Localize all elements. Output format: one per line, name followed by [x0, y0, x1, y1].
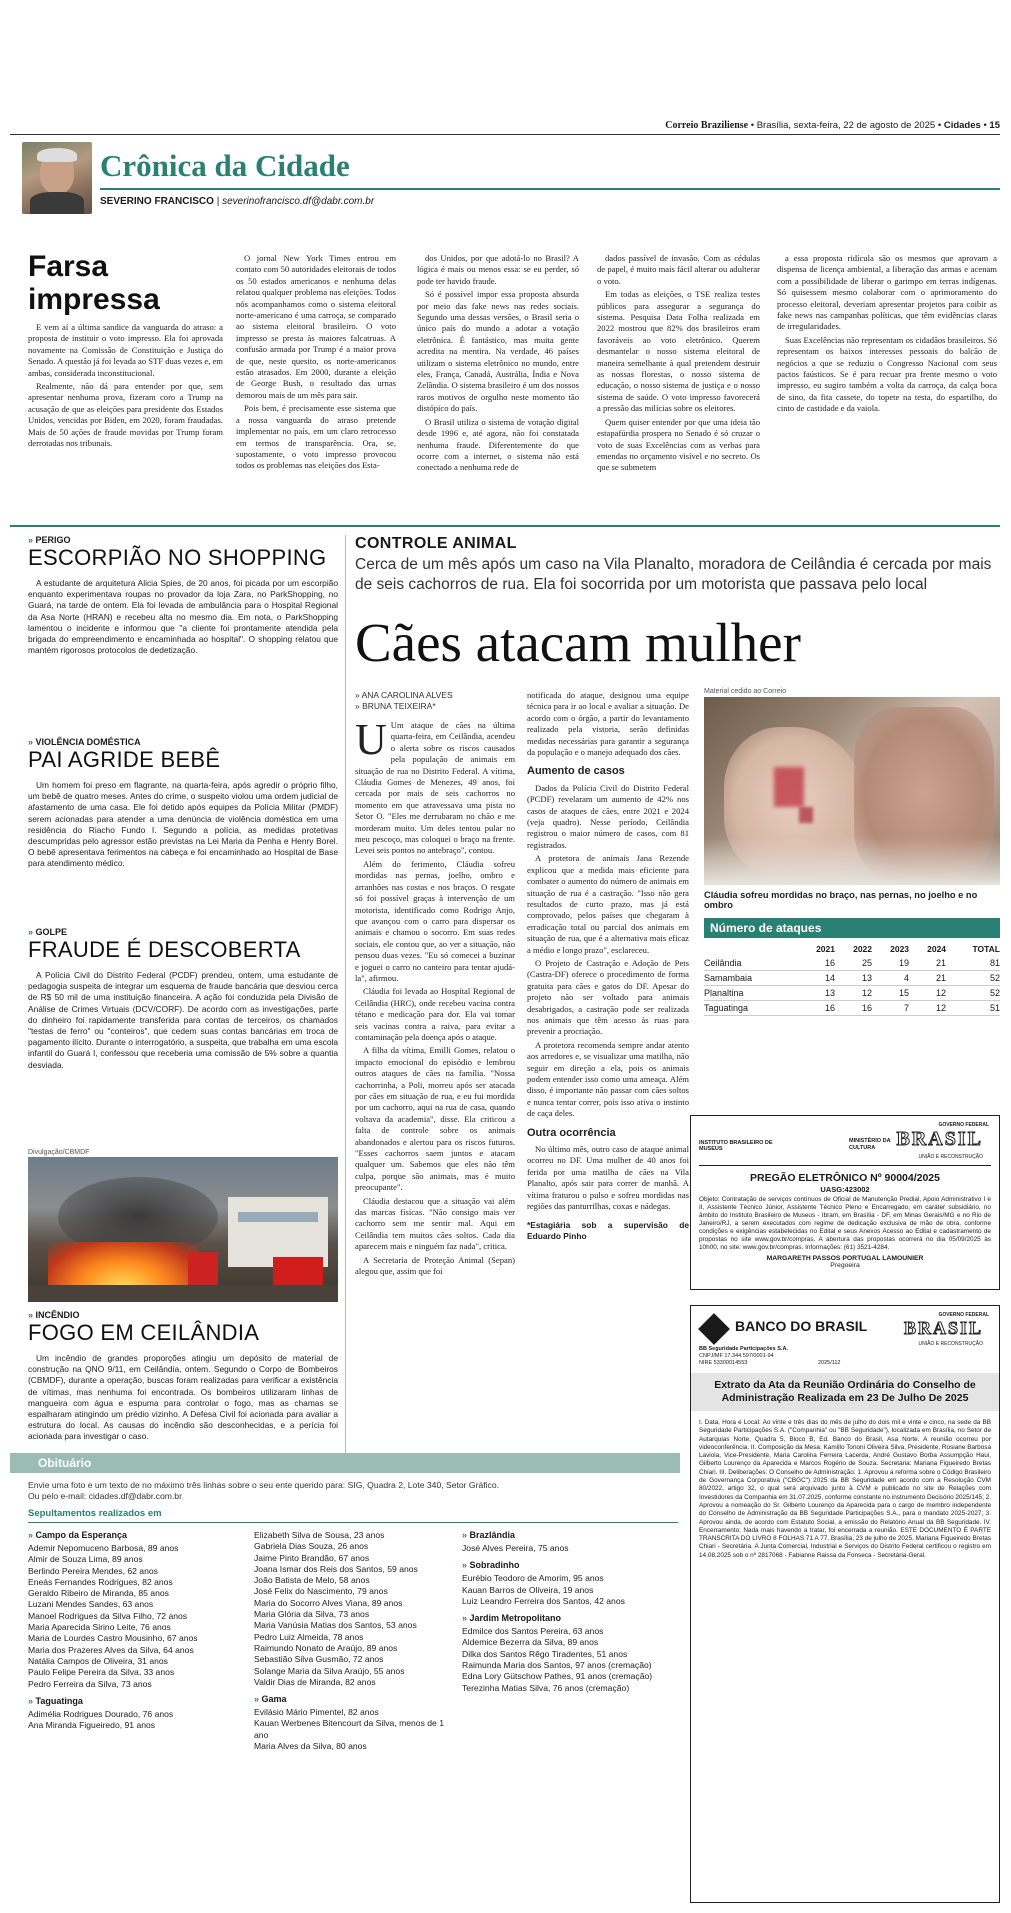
bank-name: BANCO DO BRASIL: [735, 1318, 868, 1334]
obituary-subhead: Sepultamentos realizados em: [28, 1508, 162, 1519]
table-cell: Taguatinga: [704, 1001, 798, 1016]
table-header-cell: 2021: [816, 944, 835, 954]
table-cell: 7: [872, 1001, 909, 1016]
subhead: Outra ocorrência: [527, 1126, 616, 1139]
obit-entry: Paulo Felipe Pereira da Silva, 33 anos: [28, 1667, 175, 1678]
page-number: 15: [989, 120, 1000, 131]
paragraph: Realmente, não dá para entender por que, sem apresentar nenhuma prova, fizeram coro a Trump na acusação de que as eleições para presidente dos Estados Unidos, vencidas por Biden, em 2020, foram fraudadas. Mais de 50 ações de fraude movidas por Trump foram derrotadas nos tribunais.: [28, 381, 223, 449]
obit-entry: Maria dos Prazeres Alves da Silva, 64 anos: [28, 1644, 194, 1655]
table-cell: 12: [909, 986, 946, 1001]
story-kicker: » PERIGO: [28, 535, 71, 545]
obit-place: » Brazlândia: [462, 1530, 516, 1540]
obit-entry: Maria de Lourdes Castro Mousinho, 67 anos: [28, 1633, 198, 1644]
cronica-banner: Crônica da Cidade: [100, 148, 350, 183]
main-photo: [704, 697, 1000, 885]
story-text: A Polícia Civil do Distrito Federal (PCDF) prendeu, ontem, uma estudante de pedagogia suspeita de integrar um esquema de fraude bancária que desviou cerca de R$ 50 mil de uma instituição financeira. A ação foi conduzida pela Divisão de Análise de Crimes Virtuais (DCV/CORF). De acordo com as investigações, parte do dinheiro foi rapidamente transferida para contas de terceiros, os chamados "testas de ferro" ou "conteiros", que cedem suas contas bancárias em troca de pagamento ilícito. Durante o interrogatório, a suspeita, que trabalha em uma escola infantil do Guará I, confessou que receberia uma comissão de 5% sobre a quantia desviada.: [28, 970, 338, 1070]
dateline: Brasília, sexta-feira, 22 de agosto de 2025: [756, 120, 936, 131]
obit-place: » Taguatinga: [28, 1695, 83, 1706]
story-text: Um incêndio de grandes proporções atingiu um depósito de material de construção na QNO 9/11, em Ceilândia, ontem. Segundo o Corpo de Bombeiros (CBMDF), durante a operação, buscas foram realizadas para verificar a existência de vítimas, mas nenhuma foi encontrada. Os bombeiros utilizaram linhas de mangueira com água e espuma para controlar o fogo, mas as chamas se espalharam atingindo um prédio vizinho. A Defesa Civil foi acionada para avaliar a estrutura do local. As causas do incêndio são desconhecidas, e a perícia foi acionada para investigar o caso.: [28, 1353, 338, 1442]
sidebar-story: [28, 535, 338, 737]
obit-entry: Natália Campos de Oliveira, 31 anos: [28, 1655, 168, 1666]
table-row: [704, 971, 1000, 986]
paragraph: Só é possível impor essa proposta absurda por meio das fake news nas redes sociais. Segundo uma dessas versões, o Brasil seria o único país do mundo a adotar a votação eletrônica. É fantástico, mas muita gente acredita na mentira. Na verdade, 46 países utilizam o sistema eletrônico no mundo, entre eles, França, Canadá, Austrália, Índia e Nova Zelândia. O sistema brasileiro é um dos nossos raros motivos de orgulho neste momento tão distópico do país.: [417, 289, 579, 414]
obit-entry: Maria Alves da Silva, 80 anos: [254, 1741, 367, 1752]
company-name: BB Seguridade Participações S.A.: [699, 1346, 788, 1352]
obit-rule: [28, 1522, 678, 1523]
table-cell: 16: [798, 956, 835, 971]
table-cell: 21: [909, 956, 946, 971]
table-header-row: [704, 942, 1000, 956]
paragraph: a essa proposta ridícula são os mesmos que aprovam a dispensa de licença ambiental, a liberação das armas e acenam com a possibilidade de liberar o garimpo em terras indígenas. Só quisessem mesmo colaborar com o aprimoramento do processo eleitoral, deveriam apresentar projetos para coibir as fake news nas campanhas políticas, que têm evidências claras de irregularidades.: [777, 253, 997, 332]
sidebar-story: [28, 927, 338, 1149]
obit-place: » Campo da Esperança: [28, 1530, 128, 1540]
obit-entry: Aldemice Bezerra da Silva, 89 anos: [462, 1637, 599, 1648]
table-cell: 12: [835, 986, 872, 1001]
page-header: Correio Braziliense • Brasília, sexta-feira, 22 de agosto de 2025 • Cidades • 15: [665, 120, 1000, 131]
obit-entry: Raimundo Nonato de Araújo, 89 anos: [254, 1642, 398, 1653]
obit-entry: Eneás Fernandes Rodrigues, 82 anos: [28, 1576, 173, 1587]
bb-logo-icon: [698, 1313, 730, 1345]
bylines: [355, 690, 453, 712]
obit-entry: Solange Maria da Silva Araújo, 55 anos: [254, 1665, 405, 1676]
cronica-col-3: [417, 253, 579, 476]
paper-name: Correio Braziliense: [665, 120, 749, 131]
paragraph: Em todas as eleições, o TSE realiza testes públicos para assegurar a segurança do sistema. Pesquisa Data Folha realizada em 2022 mostrou que 82% dos brasileiros eram favoráveis ao voto eletrônico. Querem desmantelar o nosso sistema eleitoral de maneira semelhante à qual pretendem destruir as nossas florestas, o nosso sistema de educação, o nosso sistema de justiça e o nosso sistema de saúde. O voto impresso favorecerá a pressão das milícias sobre os eleitores.: [597, 289, 760, 414]
author-line: SEVERINO FRANCISCO | severinofrancisco.df@dabr.com.br: [100, 196, 375, 207]
gov-label: GOVERNO FEDERAL: [938, 1122, 989, 1128]
story-kicker: » VIOLÊNCIA DOMÉSTICA: [28, 737, 141, 747]
obit-entry: José Felix do Nascimento, 79 anos: [254, 1586, 388, 1597]
obit-place: » Sobradinho: [462, 1560, 520, 1571]
obit-entry: Manoel Rodrigues da Silva Filho, 72 anos: [28, 1610, 188, 1621]
cronica-rule: [100, 188, 1000, 190]
obituary-col-3: [462, 1524, 672, 1694]
obit-entry: Berlindo Pereira Mendes, 62 anos: [28, 1565, 158, 1576]
story-headline: FRAUDE É DESCOBERTA: [28, 937, 301, 962]
obit-entry: Geraldo Ribeiro de Miranda, 85 anos: [28, 1588, 169, 1599]
story-headline: ESCORPIÃO NO SHOPPING: [28, 545, 327, 570]
table-header-cell: 2022: [853, 944, 873, 954]
main-col-2: [527, 690, 689, 1241]
author-email: severinofrancisco.df@dabr.com.br: [222, 196, 375, 207]
gov-label: GOVERNO FEDERAL: [938, 1312, 989, 1318]
obit-entry: Valdir Dias de Miranda, 82 anos: [254, 1676, 376, 1687]
paragraph: Além do ferimento, Cláudia sofreu mordidas nas pernas, joelho, ombro e arranhões nas costas e nos braços. O resgate só foi possível graças à intervenção de um motorista, identificado como Rodrigo Anjo, que avançou com o carro para dispersar os animais e chamou o socorro. Em suas redes sociais, ele contou que, ao ver a situação, não pensou duas vezes. "Eu só comecei a buzinar e joguei o carro no canteiro para tentar ajudá-la", afirmou.: [355, 858, 515, 983]
obit-entry: Kauan Barros de Oliveira, 19 anos: [462, 1584, 594, 1595]
paragraph: Quem quiser entender por que uma ideia tão estapafúrdia prospera no Senado é só cruzar o voto de suas Excelências com as verbas para emendas no orçamento visível e no secreto. Os que se submetem: [597, 416, 760, 473]
table-cell: Planaltina: [704, 986, 798, 1001]
ad-logos: [699, 1122, 991, 1166]
cronica-col-5: [777, 253, 997, 417]
table-cell: 21: [909, 971, 946, 986]
main-col-1: [355, 715, 515, 1280]
paragraph: notificada do ataque, designou uma equipe técnica para ir ao local e avaliar a situação. De acordo com o órgão, a partir do levantamento realizado pela vistoria, serão definidas medidas necessárias para garantir a segurança da população e o manejo adequado dos cães.: [527, 690, 689, 758]
obit-entry: João Batista de Melo, 58 anos: [254, 1575, 370, 1586]
drop-cap: U: [355, 715, 387, 764]
slogan: UNIÃO E RECONSTRUÇÃO: [918, 1154, 983, 1160]
ministry-logo: MINISTÉRIO DA CULTURA: [849, 1138, 891, 1151]
paragraph: A Secretaria de Proteção Animal (Sepan) alegou que, assim que foi: [355, 1254, 515, 1277]
ad2-logos: [699, 1312, 991, 1352]
obit-entry: Luzani Mendes Sandes, 63 anos: [28, 1599, 154, 1610]
table-header-cell: TOTAL: [972, 944, 1000, 954]
table-cell: 14: [798, 971, 835, 986]
ad2-title: Extrato da Ata da Reunião Ordinária do Conselho de Administração Realizada em 23 De Julho De 2025: [691, 1373, 999, 1411]
table-cell: 52: [946, 986, 1000, 1001]
header-rule: [10, 134, 1000, 135]
ad1-role: Pregoeira: [830, 1262, 860, 1269]
story-headline: PAI AGRIDE BEBÊ: [28, 747, 221, 772]
sidebar-story: [28, 1310, 338, 1443]
obituary-banner: [10, 1453, 680, 1473]
brasil-logo: BRASIL: [903, 1318, 983, 1338]
obit-entry: Terezinha Matias Silva, 76 anos (cremação): [462, 1682, 630, 1693]
paragraph: dos Unidos, por que adotá-lo no Brasil? A lógica é mais ou menos essa: se eu perder, só pode ter havido fraude.: [417, 253, 579, 286]
main-headline: Cães atacam mulher: [355, 612, 801, 673]
obit-entry: Edmilce dos Santos Pereira, 63 anos: [462, 1626, 604, 1637]
sidebar-story: [28, 737, 338, 927]
story-headline: FOGO EM CEILÂNDIA: [28, 1320, 260, 1345]
obituary-title: Obituário: [38, 1456, 92, 1470]
obit-place: » Gama: [254, 1694, 287, 1705]
ad1-signer: MARGARETH PASSOS PORTUGAL LAMOUNIER: [766, 1255, 924, 1262]
paragraph: A protetora de animais Jana Rezende explicou que a medida mais eficiente para combater o aumento do número de animais em situação de rua é a castração. "Isso não gera resultados de curto prazo, mas já está comprovado, pelos países que chegaram à erradicação total ou parcial dos animais em situação de rua, que é a alternativa mais eficaz a médio e longo prazo", esclareceu.: [527, 853, 689, 955]
paragraph: No último mês, outro caso de ataque animal ocorreu no DF. Uma mulher de 40 anos foi ferida por uma matilha de cães na Vila Planalto, após sair para correr de manhã. A vítima fraturou o pulso e sofreu mordidas nas regiões das panturrilhas, coxas e nádegas.: [527, 1144, 689, 1212]
table-cell: 12: [909, 1001, 946, 1016]
attacks-table-box: [704, 918, 1000, 1016]
columnist-photo: [22, 142, 92, 214]
ad1-title: PREGÃO ELETRÔNICO Nº 90004/2025: [750, 1172, 940, 1184]
paragraph: E vem aí a última sandice da vanguarda do atraso: a proposta de instituir o voto impresso. Ela foi aprovada novamente na Comissão de Constituição e Justiça do Senado. A questão já foi levada ao STF duas vezes e, em ambas, considerada inconstitucional.: [28, 322, 223, 378]
obit-entry: Kauan Werbenes Bitencourt da Silva, menos de 1 ano: [254, 1718, 444, 1740]
table-cell: Samambaia: [704, 971, 798, 986]
obit-entry: Ana Miranda Figueiredo, 91 anos: [28, 1720, 156, 1731]
story-kicker: » GOLPE: [28, 927, 68, 937]
byline: » ANA CAROLINA ALVES: [355, 690, 453, 700]
attacks-table-title: Número de ataques: [704, 918, 1000, 938]
table-cell: 25: [835, 956, 872, 971]
story-text: A estudante de arquitetura Alicia Spies, de 20 anos, foi picada por um escorpião enquanto experimentava roupas no provador da loja Zara, no ParkShopping, no Guará, na tarde de ontem. Ela foi levada de ambulância para o Hospital Regional da Asa Norte (HRAN) e recebeu alta no mesmo dia. Em nota, o ParkShopping lamentou o incidente e informou que "a cliente foi prontamente atendida pela brigada do empreendimento e encaminhada ao hospital". O shopping relatou que mantém rigorosos protocolos de dedetização.: [28, 578, 338, 656]
footnote: *Estagiária sob a supervisão de Eduardo Pinho: [527, 1220, 689, 1241]
obit-entry: Pedro Luiz Almeida, 78 anos: [254, 1631, 364, 1642]
obit-place: » Jardim Metropolitano: [462, 1613, 562, 1624]
table-row: [704, 986, 1000, 1001]
obit-entry: Maria Aparecida Sirino Leite, 76 anos: [28, 1622, 171, 1633]
obit-entry: Joana Ismar dos Reis dos Santos, 59 anos: [254, 1563, 418, 1574]
cronica-col-4: [597, 253, 760, 476]
author-name: SEVERINO FRANCISCO: [100, 196, 214, 207]
paragraph: Pois bem, é precisamente esse sistema que a nossa vanguarda do atraso pretende implementar no país, em um claro retrocesso em termos de transparência. Ora, se, supostamente, o voto impresso provocou todos os problemas nas eleições dos Esta-: [236, 403, 396, 471]
obit-entry: Raimunda Maria dos Santos, 97 anos (cremação): [462, 1660, 652, 1671]
obit-entry: Evilásio Mário Pimentel, 82 anos: [254, 1707, 379, 1718]
main-deck: Cerca de um mês após um caso na Vila Planalto, moradora de Ceilândia é cercada por mais de seis cachorros de rua. Ela foi socorrida por um motorista que passava pelo local: [355, 556, 992, 593]
cronica-col-1: [28, 322, 223, 451]
fire-photo: [28, 1157, 338, 1302]
subhead: Aumento de casos: [527, 765, 625, 778]
obit-entry: Jaime Pinto Brandão, 67 anos: [254, 1552, 370, 1563]
main-photo-caption: Cláudia sofreu mordidas no braço, nas pernas, no joelho e no ombro: [704, 890, 978, 910]
cronica-title: Farsa impressa: [28, 250, 160, 316]
table-header-cell: [704, 942, 798, 956]
obit-entry: Pedro Ferreira da Silva, 73 anos: [28, 1678, 152, 1689]
story-text: Um homem foi preso em flagrante, na quarta-feira, após agredir o próprio filho, um bebê de quatro meses. Antes do crime, o suspeito violou uma ordem judicial de afastamento de uma casa. Ele foi detido após equipes da Polícia Militar (PMDF) serem acionadas para atender a uma denúncia de violência doméstica em uma residência do Riacho Fundo I. Segundo a polícia, as medidas protetivas descumpridas pelo agressor estão previstas na Lei Maria da Penha e Henry Borel. O bebê apresentava ferimentos na cabeça e foi encaminhado ao Hospital de Base para atendimento médico.: [28, 780, 338, 869]
paragraph: U Um ataque de cães na última quarta-feira, em Ceilândia, acendeu o alerta sobre os riscos causados pela população de animais em situação de rua no Distrito Federal. A vítima, Cláudia Gomes de Menezes, 49 anos, foi cercada por mais de seis cachorros no momento em que atravessava uma pista no Setor O. "Eles me derrubaram no chão e me morderam muito. Um deles tentou pular no meu pescoço, mas coloquei o braço na frente. Levei seis pontos no antebraço", contou.: [355, 715, 515, 856]
cronica-col-2: [236, 253, 396, 474]
obituary-col-1: [28, 1524, 243, 1731]
ibram-logo: INSTITUTO BRASILEIRO DE MUSEUS: [699, 1140, 773, 1152]
obit-entry: Almir de Souza Lima, 89 anos: [28, 1554, 143, 1565]
obit-entry: Adimélia Rodrigues Dourado, 76 anos: [28, 1708, 174, 1719]
paragraph: O jornal New York Times entrou em contato com 50 autoridades eleitorais de todos os 50 estados americanos e nenhuma delas relatou qualquer problema nas eleições. Todos nós acompanhamos como o sistema eleitoral norte-americano é uma carroça, se comparado ao sistema eleitoral brasileiro. O voto impresso se presta às maiores falcatruas. A confusão armada por Trump é a maior prova de que, neste quesito, os norte-americanos estão atrasados. Em 2000, durante a eleição de George Bush, o resultado das urnas demorou mais de um mês para sair.: [236, 253, 396, 400]
table-row: [704, 1001, 1000, 1016]
main-photo-credit: Material cedido ao Correio: [704, 688, 787, 695]
main-kicker: CONTROLE ANIMAL: [355, 535, 517, 552]
obit-entry: Luiz Leandro Ferreira dos Santos, 42 anos: [462, 1595, 625, 1606]
table-cell: 15: [872, 986, 909, 1001]
table-row: [704, 956, 1000, 971]
paragraph: Cláudia foi levada ao Hospital Regional de Ceilândia (HRC), onde recebeu vacina contra tétano e medicação para dor. Ela vai tomar seis vacinas contra a raiva, para evitar a contaminação pela doença após o ataque.: [355, 986, 515, 1042]
sidebar: [28, 535, 338, 1445]
obit-entry: Maria do Socorro Alves Viana, 89 anos: [254, 1597, 403, 1608]
table-cell: 16: [835, 1001, 872, 1016]
table-cell: 81: [946, 956, 1000, 971]
ad-banco-brasil: [690, 1305, 1000, 1903]
table-header-cell: 2024: [927, 944, 947, 954]
obit-entry: Elizabeth Silva de Sousa, 23 anos: [254, 1530, 385, 1540]
obit-entry: Sebastião Silva Gusmão, 72 anos: [254, 1654, 384, 1665]
obit-entry: Maria Glória da Silva, 73 anos: [254, 1609, 370, 1620]
table-cell: 13: [798, 986, 835, 1001]
obit-entry: Gabriela Dias Souza, 26 anos: [254, 1541, 369, 1552]
obituary-col-2: [254, 1530, 454, 1752]
ad-ibram: [690, 1115, 1000, 1290]
ad1-body: Objeto: Contratação de serviços contínuos de Oficial de Manutenção Predial, Apoio Administrativo I e II, Assistente Técnico Júnior, Assistente Técnico Pleno e Encarregado, em caráter subsidiário, no âmbito do Instituto Brasileiro de Museus - Ibram, em Brasília - DF, em Minas Gerais/MG e no Rio de Janeiro/RJ, a serem executados com regime de dedicação exclusiva de mão de obra, conforme condições e exigências estabelecidas no Edital e seus Anexos Acesso ao Edital e cadastramento de propostas no site www.gov.br/compras. A abertura das propostas ocorrerá no dia 05/09/2025 às 10h00, no site: www.gov.br/compras. Informações: (61) 3521-4284.: [699, 1196, 991, 1251]
obit-entry: Maria Vanúsia Matias dos Santos, 53 anos: [254, 1620, 417, 1631]
company-nire: NIRE 53300014553: [699, 1360, 748, 1366]
paragraph: Suas Excelências não representam os cidadãos brasileiros. Só representam os baixos interesses pessoais do balcão de negócios a que se reduziu o Congresso Nacional com seus pactos faústicos. Se é para recuar pra frente mesmo o voto impresso, eu sugiro também a volta da carroça, da calça boca de sino, da fita cassete, do topete na testa, do espartilho, do cinto de castidade e da vaiola.: [777, 334, 997, 414]
paragraph: A protetora recomenda sempre andar atento aos arredores e, se visualizar uma matilha, não seguir em direção a ela, pois os animais podem entender isso como uma ameaça. Além disso, é importante não passar com cães soltos e nunca tentar correr, pois isso ativa o instinto de caça deles.: [527, 1039, 689, 1119]
ad1-uasg: UASG:423002: [820, 1185, 870, 1194]
obit-entry: José Alves Pereira, 75 anos: [462, 1543, 569, 1553]
section-divider: [10, 525, 1000, 527]
ad2-body: I. Data, Hora e Local: Ao vinte e três dias do mês de julho do dois mil e vinte e cinco, na sede da BB Seguridade Participações S.A. ("Companhia" ou "BB Seguridade"), localizada em Brasília, no Setor de Autarquias Norte, Quadra 5, Bloco B, Ed. Banco do Brasil, Asa Norte. A reunião ocorreu por videoconferência. II. Composição da Mesa: Kamillo Tononi Oliveira Silva, Presidente, Rosiane Barbosa Laviola, Vice-Presidente, Maria Carolina Ferreira Lacerda, André Gustavo Borba Assumpção Haui, Gilberto Lourenço da Aparecida e Marcos Rogério de Souza. Secretária: Mariana Figueiredo Bretas Chiari. III. Deliberações: O Conselho de Administração: 1. Aprovou a reforma sobre o Código Brasileiro de Governança Corporativa ("CBGC") 2025 da BB Seguridade em acordo com a Resolução CVM 80/2022, artigo 32, o qual será arquivado junto à CVM e publicado no site de Relações com Investidores da Companhia em 31.07.2025, conforme constante no instrumento Decisório 2025/145; 2. Aprovou a nomeação do Sr. Gilberto Lourenço da Aparecida para o cargo de membro independente do Conselho de Administração da BB Seguridade Participações S.A., para o mandato 2025-2027; 3. Aprovou ainda, de acordo com Estatuto Social, a emissão do Relatório Anual da BB Seguridade. IV. Encerramento: Nada mais havendo a tratar, foi encerrada a reunião. ESTE DOCUMENTO É PARTE TRANSCRITA DO LIVRO 8 FOLHAS 71 A 77. Brasília, 23 de julho de 2025. Mariana Figueiredo Bretas Chiari - Secretária. A Junta Comercial, Industrial e Serviços do Distrito Federal certificou o registro em 14.08.2025 sob o nº 2817068 - Fabianne Raissa da Fonseca - Secretária-Geral.: [699, 1419, 991, 1559]
fire-photo-credit: Divulgação/CBMDF: [28, 1149, 90, 1156]
company-cnpj: CNPJ/MF 17.344.597/0001-94: [699, 1353, 774, 1359]
byline: » BRUNA TEIXEIRA*: [355, 701, 436, 711]
table-cell: 4: [872, 971, 909, 986]
slogan: UNIÃO E RECONSTRUÇÃO: [918, 1341, 983, 1347]
column-divider: [345, 535, 346, 1455]
paragraph: Cláudia destacou que a situação vai além das marcas físicas. "Não consigo mais ver cachorro sem me sentir mal. Aqui em Ceilândia tem muitos cães soltos. Cada dia aparecem mais e ninguém faz nada", critica.: [355, 1195, 515, 1252]
paragraph: O Brasil utiliza o sistema de votação digital desde 1996 e, até agora, não foi constatada nenhuma fraude. Diferentemente do que ocorre com a internet, o sistema não está conectado a nenhuma rede de: [417, 416, 579, 473]
table-cell: 16: [798, 1001, 835, 1016]
table-cell: 52: [946, 971, 1000, 986]
table-header-cell: 2023: [890, 944, 910, 954]
table-cell: 51: [946, 1001, 1000, 1016]
obit-entry: Dilka dos Santos Rêgo Tiradentes, 51 anos: [462, 1648, 628, 1659]
paragraph: Dados da Polícia Civil do Distrito Federal (PCDF) revelaram um aumento de 42% nos casos de ataques de cães, entre 2021 e 2024 (veja quadro). Nesse período, Ceilândia registrou o maior número de casos, com 81 registrados.: [527, 782, 689, 850]
table-cell: 19: [872, 956, 909, 971]
table-cell: Ceilândia: [704, 956, 798, 971]
obituary-intro: Envie uma foto e um texto de no máximo três linhas sobre o seu ente querido para: SIG, Quadra 2, Lote 340, Setor Gráfico. Ou pelo e-mail: cidades.df@dabr.com.br: [28, 1480, 500, 1501]
doc-code: 2025/112: [817, 1360, 841, 1366]
story-kicker: » INCÊNDIO: [28, 1310, 80, 1320]
paragraph: A filha da vítima, Emilli Gomes, relatou o impacto emocional do episódio e lembrou outros ataques de cães na família. "Nossa cachorrinha, a Poli, morreu após ser atacada por cães em situação de rua, e eu fui mordida por um cachorro, aqui na rua de casa, quando voltava da academia", disse. Ela criticou a falta de controle sobre os animais abandonados e alertou para os riscos futuros. "Esses cachorros saem juntos e atacam qualquer um. Sabemos que eles não têm culpa, porque são animais, mas é muito preocupante".: [355, 1045, 515, 1193]
table-cell: 13: [835, 971, 872, 986]
paragraph: dados passível de invasão. Com as cédulas de papel, é muito mais fácil alterar ou adulterar o voto.: [597, 253, 760, 286]
brasil-logo: BRASIL: [896, 1128, 983, 1150]
paragraph: O Projeto de Castração e Adoção de Pets (Castra-DF) oferece o procedimento de forma gratuita para cães e gatos do DF. Apesar do projeto não ser voltado para animais desabrigados, a castração pode ser realizada nos animais que têm acesso às ruas para prevenir a procriação.: [527, 957, 689, 1037]
obit-entry: Edna Lory Gütschow Pathes, 91 anos (cremação): [462, 1671, 653, 1682]
attacks-table: [704, 942, 1000, 1016]
obit-entry: Eurébio Teodoro de Amorim, 95 anos: [462, 1573, 604, 1584]
obit-entry: Ademir Nepomuceno Barbosa, 89 anos: [28, 1543, 179, 1553]
section-name: Cidades: [943, 120, 981, 131]
